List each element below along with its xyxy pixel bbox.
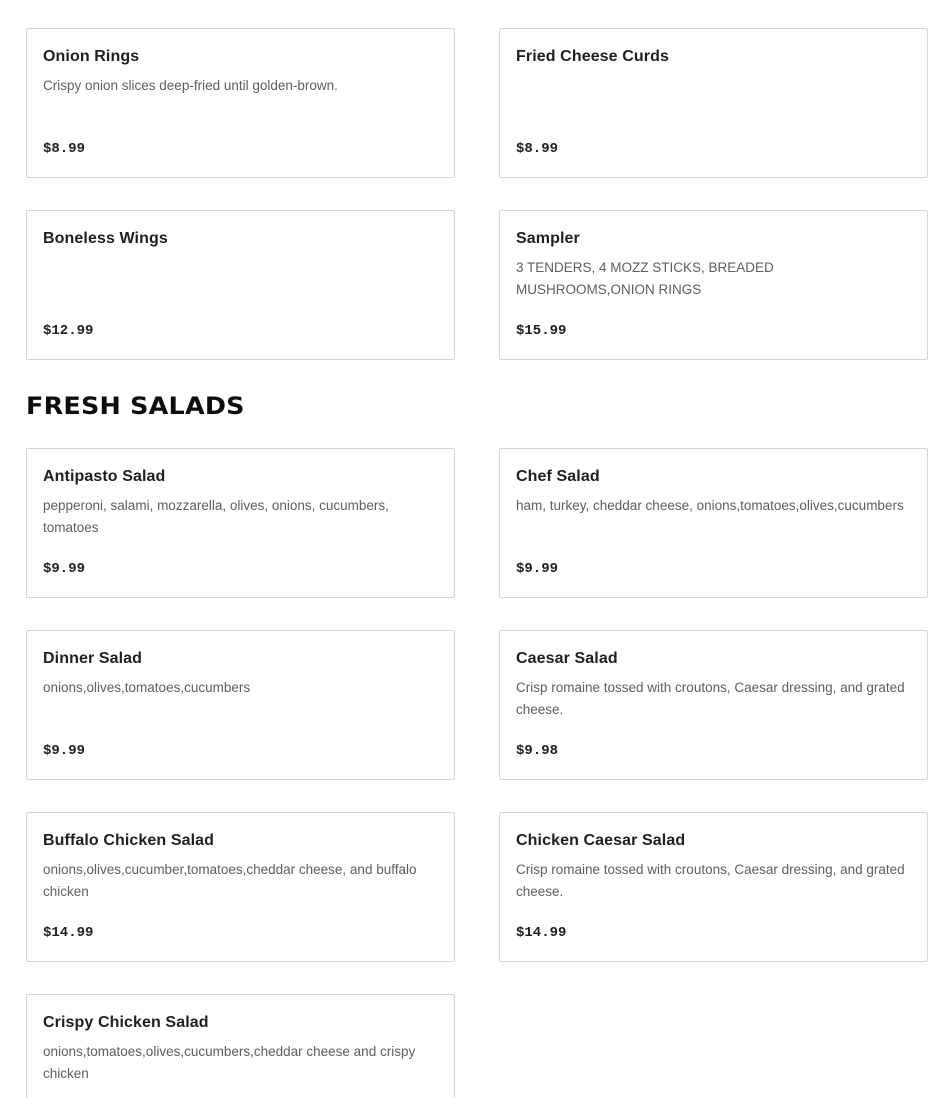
menu-item-price: $14.99 xyxy=(516,925,567,941)
menu-item-card[interactable] xyxy=(26,210,455,360)
menu-item-card[interactable] xyxy=(499,630,928,780)
menu-item-name: Caesar Salad xyxy=(516,650,618,667)
menu-item-card[interactable] xyxy=(499,812,928,962)
menu-item-card[interactable] xyxy=(26,448,455,598)
menu-item-name: Chicken Caesar Salad xyxy=(516,832,686,849)
menu-item-price: $9.98 xyxy=(516,743,559,759)
menu-item-card[interactable] xyxy=(26,28,455,178)
menu-item-price: $9.99 xyxy=(43,561,86,577)
menu-item-card[interactable] xyxy=(499,448,928,598)
menu-item-name: Dinner Salad xyxy=(43,650,143,667)
menu-item-card[interactable] xyxy=(26,812,455,962)
menu-item-description: onions,tomatoes,olives,cucumbers,cheddar cheese and crispy chicken xyxy=(43,1044,416,1081)
menu-item-description: Crisp romaine tossed with croutons, Caesar dressing, and grated cheese. xyxy=(516,680,905,717)
menu-item-name: Onion Rings xyxy=(43,48,140,65)
menu-item-description: onions,olives,cucumber,tomatoes,cheddar cheese, and buffalo chicken xyxy=(43,862,417,899)
menu-item-price: $15.99 xyxy=(516,323,567,339)
menu-item-price: $8.99 xyxy=(516,141,559,157)
menu-item-name: Sampler xyxy=(516,230,580,247)
menu-item-price: $8.99 xyxy=(43,141,86,157)
menu-item-price: $9.99 xyxy=(43,743,86,759)
menu-item-card[interactable] xyxy=(499,28,928,178)
menu-item-description: Crisp romaine tossed with croutons, Caesar dressing, and grated cheese. xyxy=(516,862,905,899)
menu-item-description: pepperoni, salami, mozzarella, olives, onions, cucumbers, tomatoes xyxy=(43,498,389,535)
menu-item-description: 3 TENDERS, 4 MOZZ STICKS, BREADED MUSHROOMS,ONION RINGS xyxy=(516,260,774,297)
menu-item-description: onions,olives,tomatoes,cucumbers xyxy=(43,680,251,695)
menu-item-price: $14.99 xyxy=(43,925,94,941)
section-heading-fresh-salads: FRESH SALADS xyxy=(26,392,245,420)
menu-item-description: ham, turkey, cheddar cheese, onions,tomatoes,olives,cucumbers xyxy=(516,498,904,513)
menu-item-price: $9.99 xyxy=(516,561,559,577)
menu-item-price: $12.99 xyxy=(43,323,94,339)
menu-item-description: Crispy onion slices deep-fried until golden-brown. xyxy=(43,78,338,93)
menu-item-name: Crispy Chicken Salad xyxy=(43,1014,209,1031)
menu-item-card[interactable] xyxy=(26,994,455,1098)
menu-item-card[interactable] xyxy=(499,210,928,360)
menu-item-name: Fried Cheese Curds xyxy=(516,48,669,65)
menu-item-name: Boneless Wings xyxy=(43,230,168,247)
menu-item-card[interactable] xyxy=(26,630,455,780)
menu-item-name: Antipasto Salad xyxy=(43,468,166,485)
menu-item-name: Chef Salad xyxy=(516,468,600,485)
menu-item-name: Buffalo Chicken Salad xyxy=(43,832,215,849)
